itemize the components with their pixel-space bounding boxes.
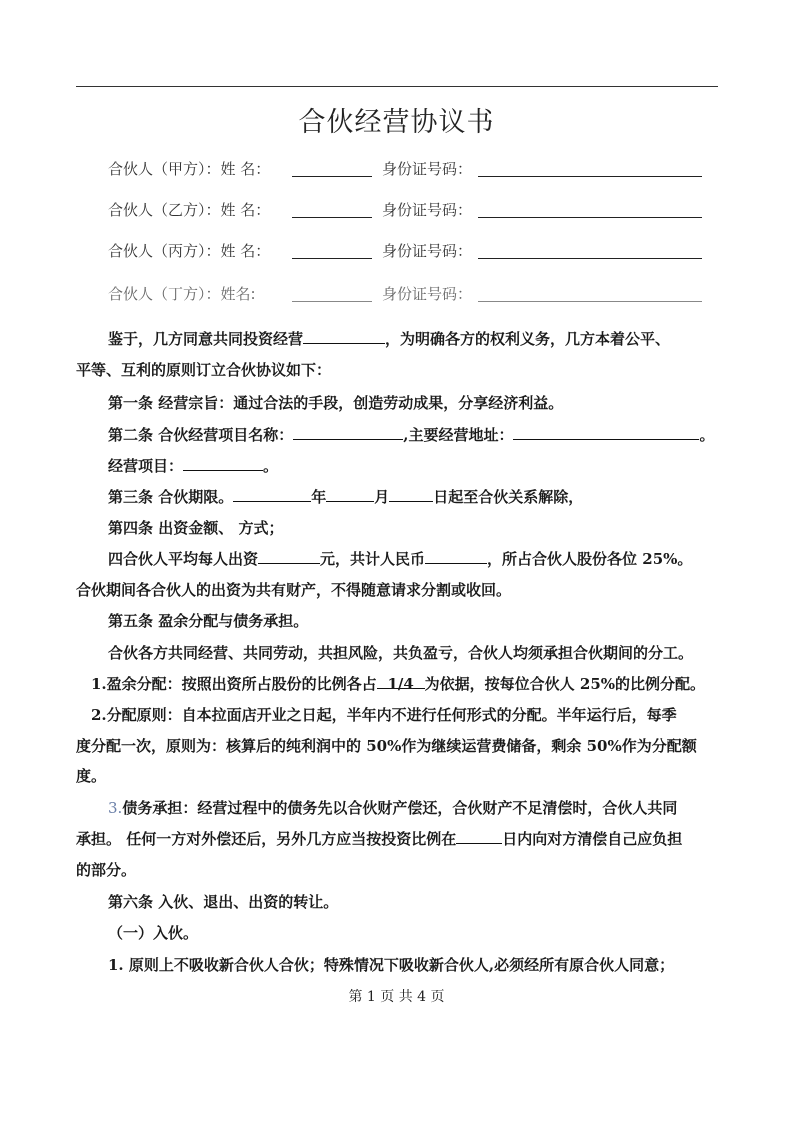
address-blank[interactable] <box>513 425 699 440</box>
intro-line-1: 鉴于，几方同意共同投资经营 ，为明确各方的权利义务，几方本着公平、 <box>108 330 671 348</box>
article-6-section-1: （一）入伙。 <box>108 924 199 942</box>
id-field[interactable] <box>478 301 702 302</box>
page-footer: 第 1 页 共 4 页 <box>348 989 445 1005</box>
article-5-item-1: 1.盈余分配：按照出资所占股份的比例各占 1/4 为依据，按每位合伙人 25%的比例分配。 <box>91 675 706 693</box>
days-blank[interactable] <box>456 829 502 844</box>
project-name-blank[interactable] <box>293 425 403 440</box>
article-6-item-1: 1. 原则上不吸收新合伙人合伙；特殊情况下吸收新合伙人,必须经所有原合伙人同意； <box>108 956 675 974</box>
id-field[interactable] <box>478 176 702 177</box>
article-6: 第六条 入伙、退出、出资的转让。 <box>108 893 339 911</box>
article-4-line-1: 四合伙人平均每人出资 元，共计人民币 ，所占合伙人股份各位 25%。 <box>108 550 693 568</box>
id-label: 身份证号码： <box>382 242 473 260</box>
party-name-label: 合伙人（甲方）：姓 名： <box>108 160 271 178</box>
total-blank[interactable] <box>425 549 487 564</box>
article-5-item-2-line-1: 2.分配原则：自本拉面店开业之日起，半年内不进行任何形式的分配。半年运行后，每季 <box>91 706 677 724</box>
share-ratio: 1/4 <box>377 674 425 689</box>
name-field[interactable] <box>292 176 372 177</box>
name-field[interactable] <box>292 301 372 302</box>
article-2-items: 经营项目： 。 <box>108 457 279 475</box>
intro-line-2: 平等、互利的原则订立合伙协议如下： <box>76 361 332 379</box>
article-5-item-3-line-3: 的部分。 <box>76 861 137 879</box>
article-4: 第四条 出资金额、 方式； <box>108 519 284 537</box>
article-3: 第三条 合伙期限。 年 月 日起至合伙关系解除， <box>108 488 584 506</box>
id-label: 身份证号码： <box>382 285 473 303</box>
article-5-line-1: 合伙各方共同经营、共同劳动，共担风险，共负盈亏，合伙人均须承担合伙期间的分工。 <box>108 644 694 662</box>
article-5-item-2-line-3: 度。 <box>76 767 107 785</box>
day-blank[interactable] <box>389 487 433 502</box>
article-1: 第一条 经营宗旨：通过合法的手段，创造劳动成果，分享经济利益。 <box>108 394 564 412</box>
article-4-line-2: 合伙期间各合伙人的出资为共有财产，不得随意请求分割或收回。 <box>76 581 512 599</box>
party-name-label: 合伙人（丙方）：姓 名： <box>108 242 271 260</box>
name-field[interactable] <box>292 258 372 259</box>
year-blank[interactable] <box>233 487 311 502</box>
business-blank[interactable] <box>303 329 385 344</box>
id-label: 身份证号码： <box>382 201 473 219</box>
article-5-item-3-line-2: 承担。 任何一方对外偿还后，另外几方应当按投资比例在 日内向对方清偿自己应负担 <box>76 830 683 848</box>
id-field[interactable] <box>478 217 702 218</box>
investment-blank[interactable] <box>258 549 320 564</box>
article-5-item-3-line-1: 3.债务承担：经营过程中的债务先以合伙财产偿还，合伙财产不足清偿时，合伙人共同 <box>108 799 678 817</box>
article-5: 第五条 盈余分配与债务承担。 <box>108 612 309 630</box>
id-label: 身份证号码： <box>382 160 473 178</box>
name-field[interactable] <box>292 217 372 218</box>
article-2: 第二条 合伙经营项目名称： ,主要经营地址： 。 <box>108 426 715 444</box>
party-name-label: 合伙人（乙方）：姓 名： <box>108 201 271 219</box>
id-field[interactable] <box>478 258 702 259</box>
header-rule <box>76 86 718 87</box>
document-title: 合伙经营协议书 <box>298 107 495 138</box>
items-blank[interactable] <box>183 456 263 471</box>
article-5-item-2-line-2: 度分配一次，原则为：核算后的纯利润中的 50%作为继续运营费储备，剩余 50%作为分配额 <box>76 737 697 755</box>
month-blank[interactable] <box>326 487 374 502</box>
party-name-label: 合伙人（丁方）：姓名: <box>108 285 256 303</box>
